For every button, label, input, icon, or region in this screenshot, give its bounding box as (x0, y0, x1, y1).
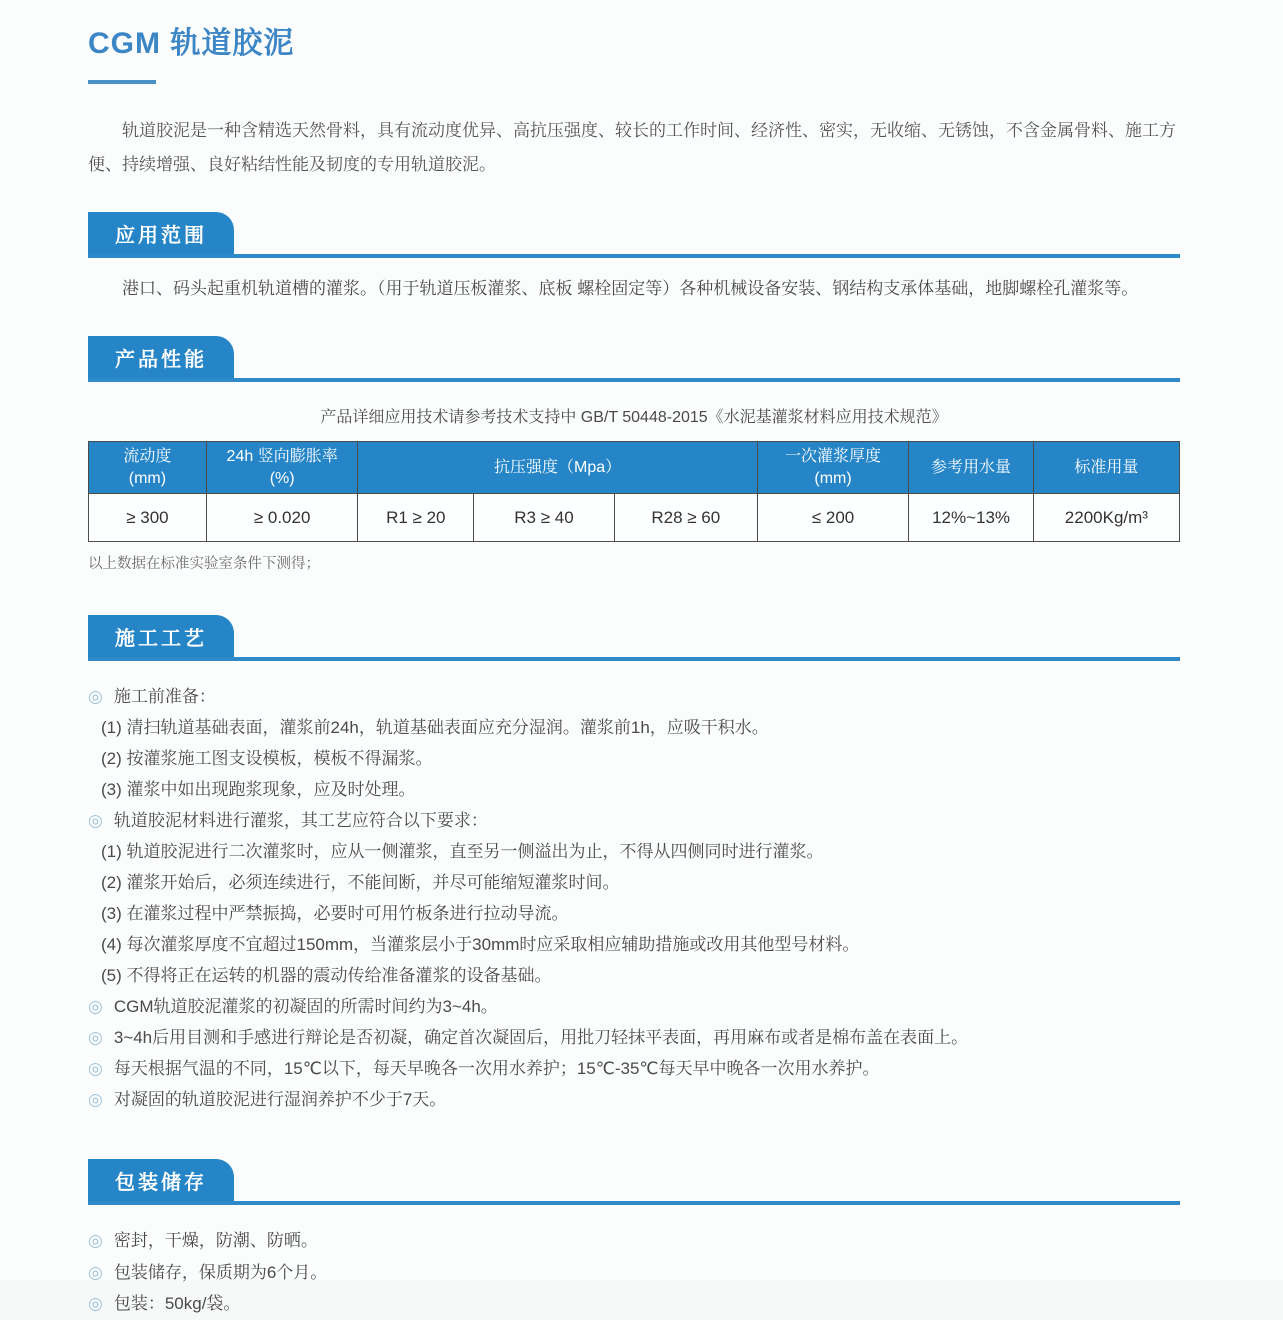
table-cell-r3: R3 ≥ 40 (474, 494, 615, 542)
list-item (88, 743, 1180, 774)
process-item-text: (3) 在灌浆过程中严禁振捣，必要时可用竹板条进行拉动导流。 (101, 904, 569, 923)
bullseye-ring-icon: ◎ (88, 1262, 103, 1282)
table-cell-expansion: ≥ 0.020 (206, 494, 358, 542)
process-item-text: (1) 轨道胶泥进行二次灌浆时，应从一侧灌浆，直至另一侧溢出为止，不得从四侧同时进行灌浆。 (101, 842, 824, 861)
section-rule (88, 378, 1180, 382)
list-item (88, 991, 1180, 1022)
header-line: (mm) (128, 469, 167, 487)
process-item-text: (4) 每次灌浆厚度不宜超过150mm，当灌浆层小于30mm时应采取相应辅助措施或改用其他型号材料。 (101, 935, 860, 954)
table-cell-thickness: ≤ 200 (757, 494, 909, 542)
section-storage-heading: 包装储存 (88, 1159, 234, 1201)
table-data-row (89, 494, 1180, 542)
process-item-text: (3) 灌浆中如出现跑浆现象，应及时处理。 (101, 780, 416, 799)
process-list (88, 681, 1180, 1115)
section-process-header (88, 615, 1180, 661)
list-item (88, 805, 1180, 836)
intro-paragraph: 轨道胶泥是一种含精选天然骨料，具有流动度优异、高抗压强度、较长的工作时间、经济性、密实，无收缩、无锈蚀，不含金属骨料、施工方便、持续增强、良好粘结性能及韧度的专用轨道胶泥。 (88, 121, 1176, 174)
list-item (88, 712, 1180, 743)
header-line: 抗压强度（Mpa） (494, 458, 622, 476)
list-item (88, 1225, 1180, 1257)
section-performance-heading: 产品性能 (88, 336, 234, 378)
list-item (88, 1288, 1180, 1320)
process-item-text: 轨道胶泥材料进行灌浆，其工艺应符合以下要求： (113, 811, 488, 830)
process-item-text: (1) 清扫轨道基础表面，灌浆前24h，轨道基础表面应充分湿润。灌浆前1h，应吸干积水。 (101, 718, 769, 737)
header-line: 参考用水量 (931, 458, 1012, 476)
process-item-text: (5) 不得将正在运转的机器的震动传给准备灌浆的设备基础。 (101, 966, 552, 985)
list-item (88, 774, 1180, 805)
table-cell-dosage: 2200Kg/m³ (1033, 494, 1179, 542)
list-item (88, 1022, 1180, 1053)
list-item (88, 960, 1180, 991)
table-header-dosage (1033, 442, 1179, 494)
table-header-thickness (757, 442, 909, 494)
performance-table (88, 441, 1180, 542)
header-line: 24h 竖向膨胀率 (226, 447, 338, 465)
bullseye-ring-icon: ◎ (88, 811, 103, 830)
bullseye-ring-icon: ◎ (88, 1231, 103, 1250)
list-item (88, 898, 1180, 929)
section-process (88, 615, 1180, 1115)
section-performance-header (88, 336, 1180, 382)
table-cell-flow: ≥ 300 (89, 494, 207, 542)
storage-item-text: 密封，干燥，防潮、防晒。 (113, 1231, 318, 1250)
title-underline (88, 80, 156, 84)
header-line: 流动度 (123, 447, 172, 465)
process-item-text: (2) 灌浆开始后，必须连续进行，不能间断，并尽可能缩短灌浆时间。 (101, 873, 620, 892)
section-storage (88, 1159, 1180, 1320)
section-rule (88, 1201, 1180, 1205)
process-item-text: 对凝固的轨道胶泥进行湿润养护不少于7天。 (113, 1090, 447, 1109)
list-item (88, 867, 1180, 898)
table-header-row (89, 442, 1180, 494)
header-line: 标准用量 (1074, 458, 1139, 476)
table-cell-r28: R28 ≥ 60 (614, 494, 757, 542)
list-item (88, 1053, 1180, 1084)
table-header-strength (358, 442, 757, 494)
storage-list (88, 1225, 1180, 1320)
section-application-heading: 应用范围 (88, 212, 234, 254)
list-item (88, 836, 1180, 867)
list-item (88, 681, 1180, 712)
section-application (88, 212, 1180, 304)
storage-item-text: 包装储存，保质期为6个月。 (113, 1262, 328, 1282)
storage-item-text: 包装：50kg/袋。 (113, 1294, 241, 1313)
section-application-header (88, 212, 1180, 258)
bullseye-ring-icon: ◎ (88, 997, 103, 1016)
section-storage-header (88, 1159, 1180, 1205)
list-item (88, 1257, 1180, 1289)
table-cell-r1: R1 ≥ 20 (358, 494, 474, 542)
header-line: (%) (269, 469, 295, 487)
table-footnote: 以上数据在标准实验室条件下测得； (88, 556, 320, 572)
bullseye-ring-icon: ◎ (88, 1059, 103, 1078)
list-item (88, 929, 1180, 960)
bullseye-ring-icon: ◎ (88, 1090, 103, 1109)
process-item-text: CGM轨道胶泥灌浆的初凝固的所需时间约为3~4h。 (113, 997, 498, 1016)
section-performance (88, 336, 1180, 573)
bullseye-ring-icon: ◎ (88, 1028, 103, 1047)
page-title: CGM 轨道胶泥 (88, 27, 295, 60)
process-item-text: (2) 按灌浆施工图支设模板，模板不得漏浆。 (101, 749, 433, 768)
header-line: 一次灌浆厚度 (785, 447, 882, 465)
table-header-flow (89, 442, 207, 494)
table-header-water (909, 442, 1033, 494)
bullseye-ring-icon: ◎ (88, 1294, 103, 1313)
process-item-text: 施工前准备： (113, 687, 216, 706)
application-text: 港口、码头起重机轨道槽的灌浆。（用于轨道压板灌浆、底板 螺栓固定等）各种机械设备安装、钢结构支承体基础，地脚螺栓孔灌浆等。 (122, 279, 1139, 298)
performance-note: 产品详细应用技术请参考技术支持中 GB/T 50448-2015《水泥基灌浆材料应用技术规范》 (320, 409, 948, 426)
section-rule (88, 657, 1180, 661)
header-line: (mm) (814, 469, 852, 487)
process-item-text: 3~4h后用目测和手感进行辩论是否初凝，确定首次凝固后，用批刀轻抹平表面，再用麻布或者是棉布盖在表面上。 (113, 1028, 969, 1047)
list-item (88, 1084, 1180, 1115)
process-item-text: 每天根据气温的不同，15℃以下，每天早晚各一次用水养护；15℃-35℃每天早中晚各一次用水养护。 (113, 1059, 880, 1078)
section-process-heading: 施工工艺 (88, 615, 234, 657)
table-cell-water: 12%~13% (909, 494, 1033, 542)
table-header-expansion (206, 442, 358, 494)
section-rule (88, 254, 1180, 258)
bullseye-ring-icon: ◎ (88, 687, 103, 706)
